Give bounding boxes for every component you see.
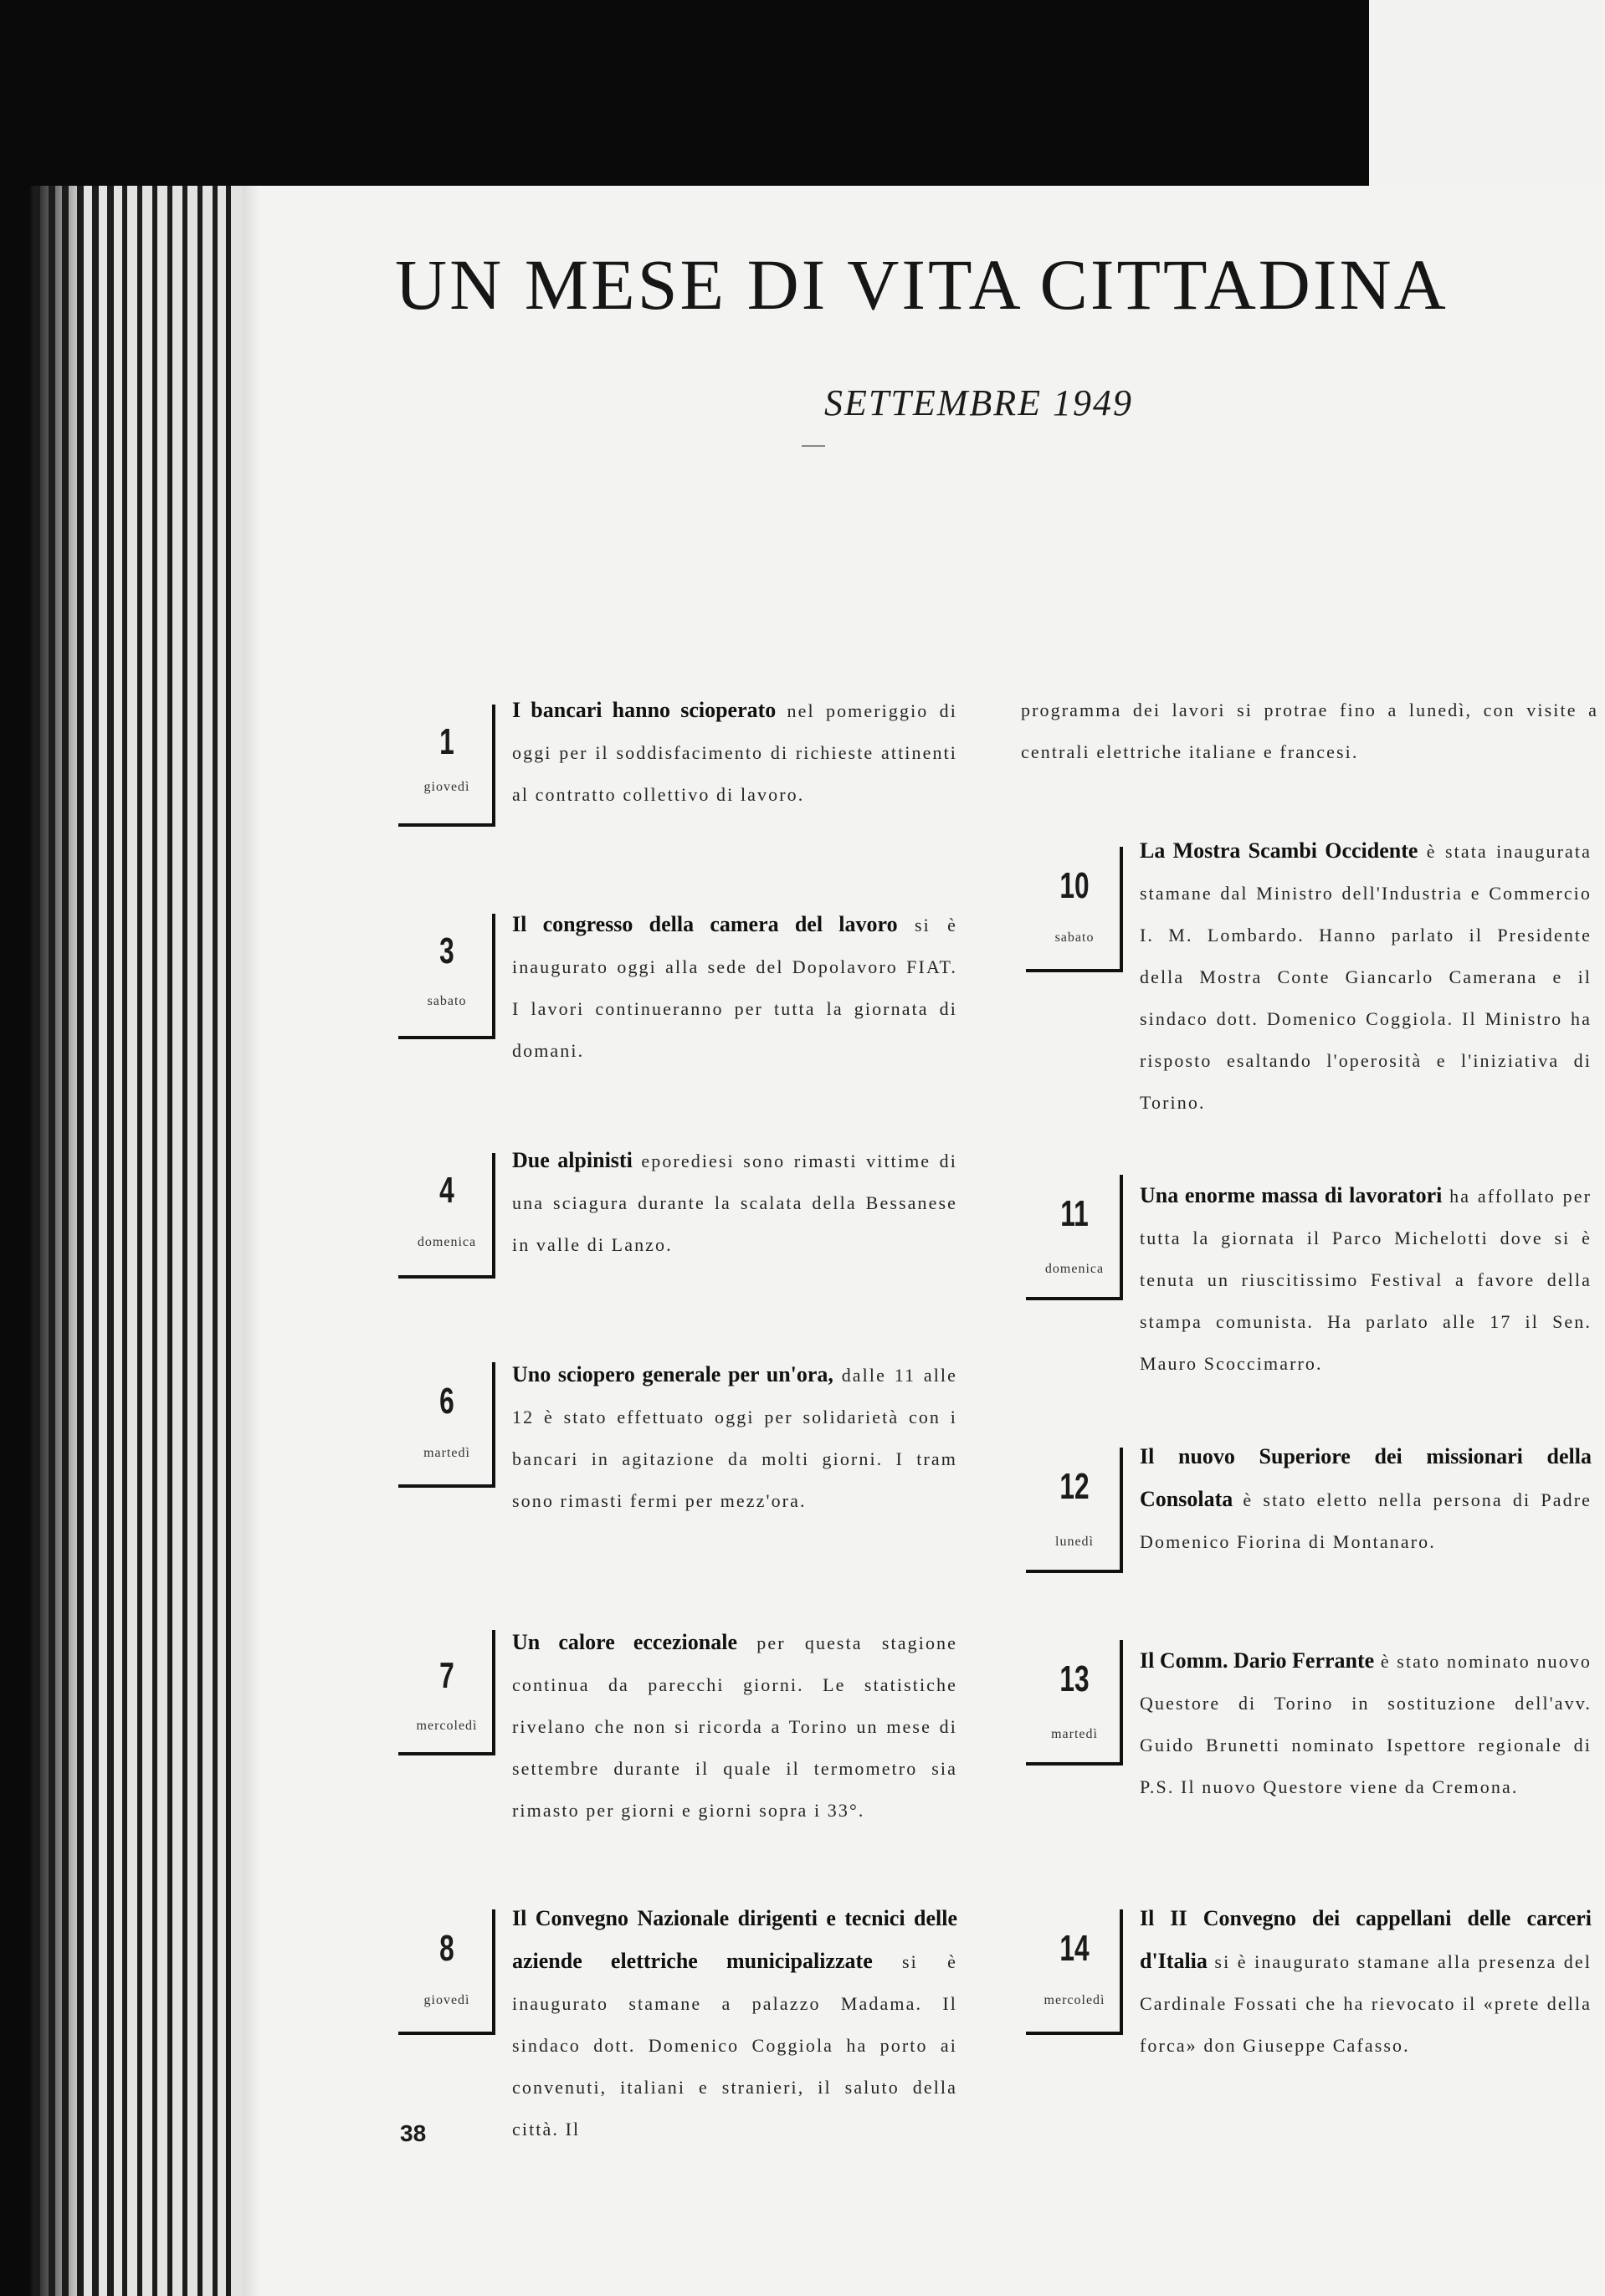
page-edge-line <box>92 186 99 2296</box>
entry-text <box>512 1354 957 1522</box>
weekday-label: mercoledì <box>1044 1993 1105 2007</box>
weekday-label: martedì <box>1051 1727 1098 1741</box>
entry-text <box>1140 1898 1592 2067</box>
weekday-label: giovedì <box>423 1993 470 2007</box>
entry-lead: La Mostra Scambi Occidente <box>1140 838 1418 863</box>
entry-body: per questa stagione continua da parecchi giorni. Le statistiche rivelano che non si ricorda a Torino un mese di settembre durante il quale il termometro sia rimasto per giorni e giorni sopra i 33°. <box>512 1632 958 1821</box>
entry-text <box>512 1140 957 1266</box>
entry-text <box>512 1622 957 1832</box>
entry-text <box>1140 1640 1592 1808</box>
day-number: 1 <box>439 721 454 762</box>
page-number: 38 <box>400 2120 427 2146</box>
page-edge-line <box>137 186 142 2296</box>
scan-light-corner <box>1369 0 1605 186</box>
date-badge <box>1026 1175 1123 1300</box>
entry-text <box>512 1898 957 2150</box>
date-badge <box>1026 847 1123 972</box>
entry-lead: Due alpinisti <box>512 1148 633 1172</box>
page-edge-line <box>122 186 127 2296</box>
day-number: 11 <box>1060 1193 1089 1234</box>
page-edge-line <box>152 186 157 2296</box>
date-badge <box>1026 1909 1123 2035</box>
page-edge-line <box>107 186 114 2296</box>
entry-body: dalle 11 alle 12 è stato effettuato oggi per solidarietà con i bancari in agitazione da molti giorni. I tram sono rimasti fermi per mezz'ora. <box>512 1365 957 1511</box>
entry-lead: Il II Convegno dei cappellani delle carceri d'Italia <box>1140 1906 1592 1973</box>
weekday-label: giovedì <box>423 780 470 794</box>
day-number: 14 <box>1059 1928 1090 1969</box>
entry-body: eporediesi sono rimasti vittime di una sciagura durante la scalata della Bessanese in valle di Lanzo. <box>512 1151 957 1255</box>
page-edge-line <box>62 186 69 2296</box>
entry-body: si è inaugurato oggi alla sede del Dopolavoro FIAT. I lavori continueranno per tutta la giornata di domani. <box>512 915 958 1061</box>
scan-dark-background <box>0 0 1605 186</box>
page-edge-line <box>33 186 40 2296</box>
date-badge <box>398 1362 495 1488</box>
entry-body: si è inaugurato stamane alla presenza del Cardinale Fossati che ha rievocato il «prete della forca» don Giuseppe Cafasso. <box>1140 1951 1592 2056</box>
page-subtitle: SETTEMBRE 1949 <box>824 382 1133 423</box>
weekday-label: domenica <box>417 1235 477 1249</box>
weekday-label: martedì <box>423 1446 470 1460</box>
entry-text <box>1140 830 1592 1124</box>
day-number: 10 <box>1059 865 1090 906</box>
page-edge-line <box>167 186 172 2296</box>
page-edge-line <box>213 186 218 2296</box>
entry-lead: Una enorme massa di lavoratori <box>1140 1183 1443 1207</box>
day-number: 6 <box>439 1381 454 1422</box>
page-edge-line <box>182 186 187 2296</box>
page-gutter-shadow <box>243 186 259 2296</box>
page-edge-line <box>197 186 203 2296</box>
day-number: 12 <box>1059 1466 1090 1507</box>
subtitle-dash <box>802 445 825 447</box>
date-badge <box>398 1909 495 2035</box>
entry-body: è stato nominato nuovo Questore di Torino in sostituzione dell'avv. Guido Brunetti nominato Ispettore regionale di P.S. Il nuovo Questore viene da Cremona. <box>1140 1651 1592 1797</box>
entry-text <box>512 904 957 1072</box>
entry-body: è stato eletto nella persona di Padre Domenico Fiorina di Montanaro. <box>1140 1489 1592 1552</box>
entry-lead: Il Convegno Nazionale dirigenti e tecnici delle aziende elettriche municipalizzate <box>512 1906 957 1973</box>
date-badge <box>398 705 495 827</box>
page-edge-line <box>77 186 84 2296</box>
date-badge <box>398 1153 495 1279</box>
day-number: 3 <box>439 930 454 971</box>
entry-text <box>1140 1175 1592 1385</box>
day-number: 8 <box>439 1928 454 1969</box>
day-number: 7 <box>439 1655 454 1696</box>
entry-lead: Un calore eccezionale <box>512 1630 738 1654</box>
entry-body: ha affollato per tutta la giornata il Parco Michelotti dove si è tenuta un riuscitissimo Festival a favore della stampa comunista. Ha parlato alle 17 il Sen. Mauro Scoccimarro. <box>1140 1186 1592 1374</box>
weekday-label: sabato <box>1054 930 1095 945</box>
page-edge-line <box>49 186 55 2296</box>
entry-body: si è inaugurato stamane a palazzo Madama. Il sindaco dott. Domenico Coggiola ha porto ai convenuti, italiani e stranieri, il saluto della città. Il <box>512 1951 957 2140</box>
day-number: 4 <box>439 1170 454 1211</box>
entry-body: è stata inaugurata stamane dal Ministro dell'Industria e Commercio I. M. Lombardo. Hanno parlato il Presidente della Mostra Conte Giancarlo Camerana e il sindaco dott. Domenico Coggiola. Il Ministro ha risposto esaltando l'operosità e l'iniziativa di Torino. <box>1140 841 1592 1113</box>
day-number: 13 <box>1059 1658 1090 1699</box>
continuation-text: programma dei lavori si protrae fino a lunedì, con visite a centrali elettriche italiane e francesi. <box>1021 700 1598 762</box>
weekday-label: domenica <box>1044 1262 1105 1276</box>
page-edge-line <box>226 186 231 2296</box>
weekday-label: sabato <box>427 994 467 1008</box>
weekday-label: lunedì <box>1055 1535 1094 1549</box>
entry-lead: Il Comm. Dario Ferrante <box>1140 1648 1375 1673</box>
date-badge <box>398 914 495 1039</box>
entry-lead: I bancari hanno scioperato <box>512 698 777 722</box>
weekday-label: mercoledì <box>416 1719 478 1733</box>
date-badge <box>398 1630 495 1755</box>
page-stack-shadow <box>0 186 84 2296</box>
entry-body: nel pomeriggio di oggi per il soddisfacimento di richieste attinenti al contratto collettivo di lavoro. <box>512 700 957 805</box>
date-badge <box>1026 1640 1123 1766</box>
entry-lead: Il nuovo Superiore dei missionari della Consolata <box>1140 1444 1592 1511</box>
page-title: UN MESE DI VITA CITTADINA <box>395 244 1449 325</box>
entry-lead: Uno sciopero generale per un'ora, <box>512 1362 833 1386</box>
entry-text <box>1140 1436 1592 1563</box>
page-stack-edges <box>0 186 243 2296</box>
date-badge <box>1026 1448 1123 1573</box>
entry-text <box>512 689 957 816</box>
entry-lead: Il congresso della camera del lavoro <box>512 912 898 936</box>
